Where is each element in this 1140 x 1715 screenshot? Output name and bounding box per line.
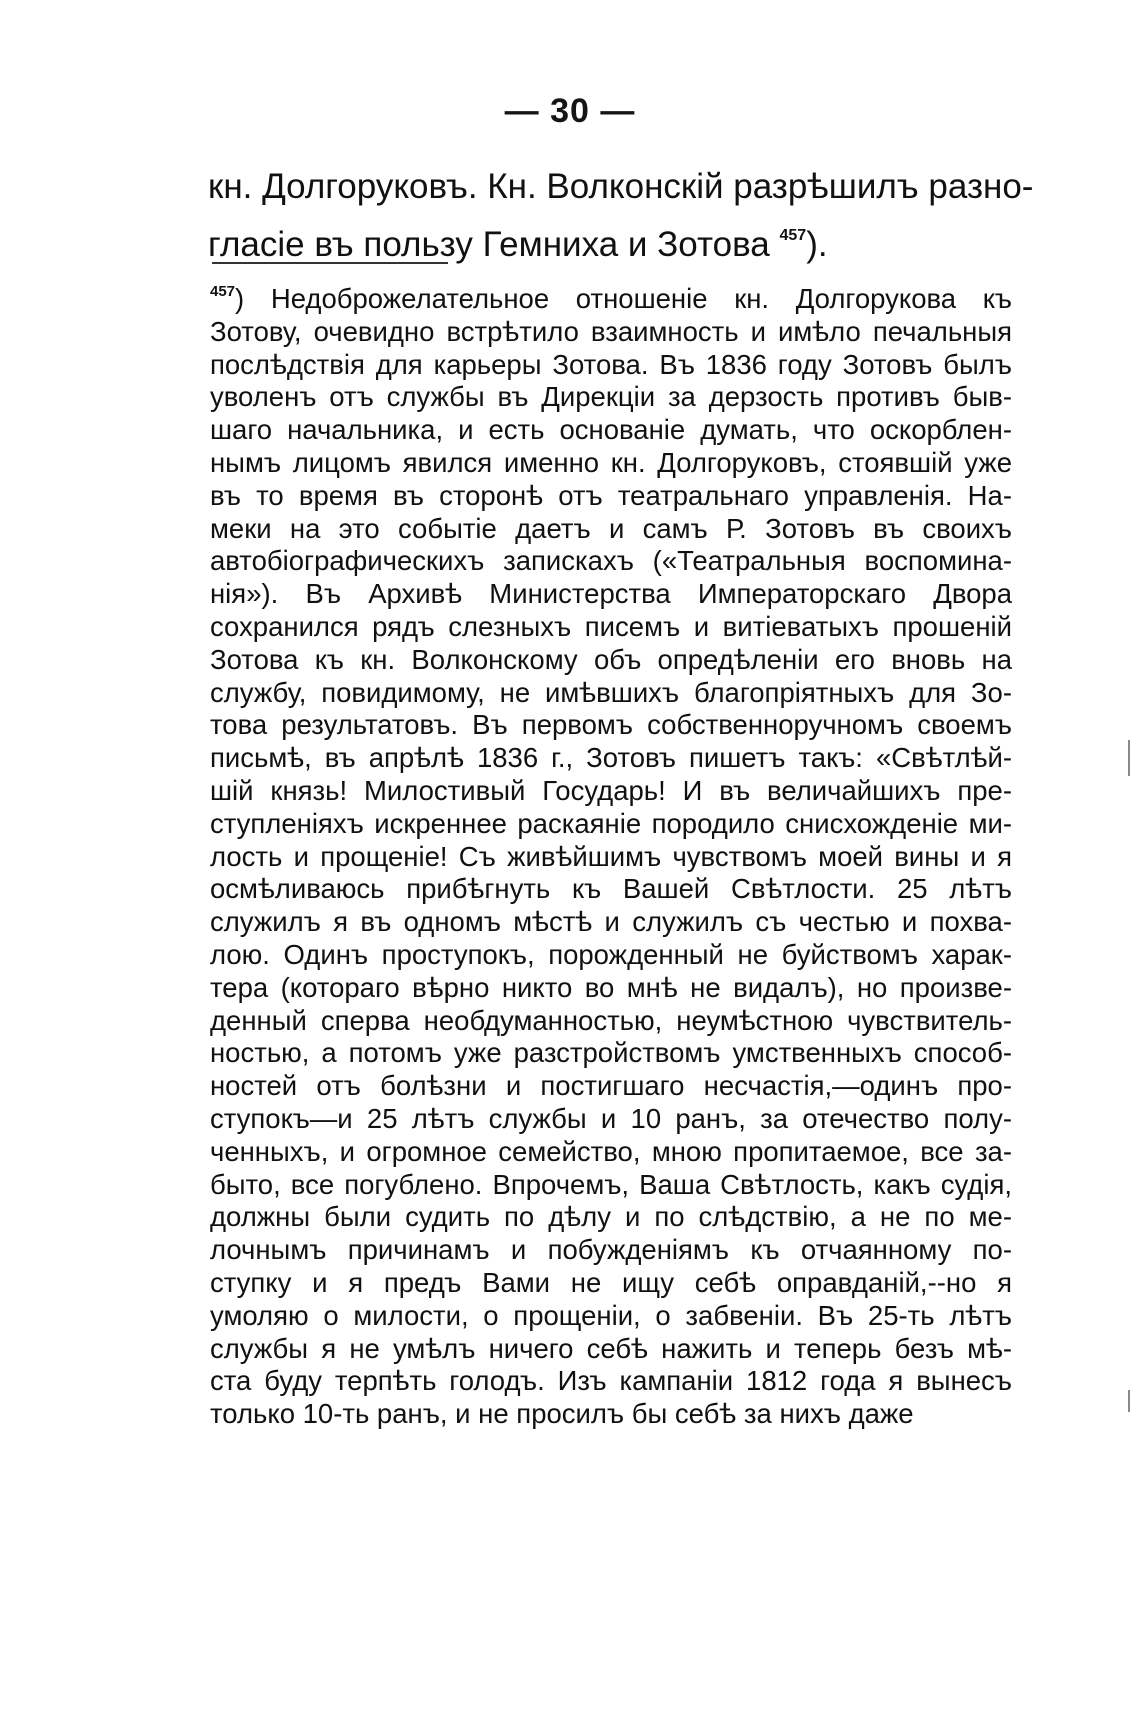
footnote-line: лость и прощеніе! Съ живѣйшимъ чувствомъ моей вины и я	[210, 840, 1012, 872]
main-text-closing: ).	[806, 225, 828, 264]
footnote-block	[210, 276, 1012, 1431]
footnote-line-text: ) Недоброжелательное отношеніе кн. Долгорукова къ	[235, 283, 1012, 314]
footnote-line: въ то время въ сторонѣ отъ театральнаго управленія. На-	[210, 479, 1012, 511]
page-number: — 30 —	[504, 92, 636, 130]
footnote-line: умоляю о милости, о прощеніи, о забвеніи. Въ 25-ть лѣтъ	[210, 1299, 1012, 1331]
scan-edge-mark	[1128, 740, 1130, 776]
footnote-line: службы я не умѣлъ ничего себѣ нажить и теперь безъ мѣ-	[210, 1332, 1012, 1364]
footnote-line: сохранился рядъ слезныхъ писемъ и витіеватыхъ прошеній	[210, 610, 1012, 642]
footnote-line: шаго начальника, и есть основаніе думать, что оскорблен-	[210, 414, 1012, 446]
footnote-line: лочнымъ причинамъ и побужденіямъ къ отчаянному по-	[210, 1234, 1012, 1266]
footnote-line: Зотову, очевидно встрѣтило взаимность и имѣло печальныя	[210, 315, 1012, 347]
footnote-line: нія»). Въ Архивѣ Министерства Императорскаго Двора	[210, 578, 1012, 610]
footnote-line: должны были судить по дѣлу и по слѣдствію, а не по ме-	[210, 1201, 1012, 1233]
footnote-line: послѣдствія для карьеры Зотова. Въ 1836 году Зотовъ былъ	[210, 348, 1012, 380]
footnote-line: ченныхъ, и огромное семейство, мною пропитаемое, все за-	[210, 1135, 1012, 1167]
footnote-line: лою. Одинъ проступокъ, порожденный не буйствомъ харак-	[210, 938, 1012, 970]
footnote-line: ступокъ—и 25 лѣтъ службы и 10 ранъ, за отечество полу-	[210, 1102, 1012, 1134]
footnote-line: служилъ я въ одномъ мѣстѣ и служилъ съ честью и похва-	[210, 906, 1012, 938]
footnote-line: това результатовъ. Въ первомъ собственноручномъ своемъ	[210, 709, 1012, 741]
main-text-line: гласіе въ пользу Гемниха и Зотова	[208, 225, 770, 264]
footnote-line: только 10-ть ранъ, и не просилъ бы себѣ за нихъ даже	[210, 1398, 914, 1430]
footnote-line: ностей отъ болѣзни и постигшаго несчастія,—одинъ про-	[210, 1070, 1012, 1102]
footnote-line: ностью, а потомъ уже разстройствомъ умственныхъ способ-	[210, 1037, 1012, 1069]
main-text-line-with-ref	[208, 211, 1008, 269]
footnote-line: ста буду терпѣть голодъ. Изъ кампаніи 1812 года я вынесъ	[210, 1365, 1012, 1397]
footnote-line: денный сперва необдуманностью, неумѣстною чувствитель-	[210, 1004, 1012, 1036]
footnote-line: ступку и я предъ Вами не ищу себѣ оправданій,--но я	[210, 1266, 1012, 1298]
footnote-line: уволенъ отъ службы въ Дирекціи за дерзость противъ быв-	[210, 381, 1012, 413]
footnote-line: нымъ лицомъ явился именно кн. Долгоруковъ, стоявшій уже	[210, 446, 1012, 478]
footnote-line: быто, все погублено. Впрочемъ, Ваша Свѣтлость, какъ судія,	[210, 1168, 1012, 1200]
footnote-line: тера (котораго вѣрно никто во мнѣ не видалъ), но произве-	[210, 971, 1012, 1003]
footnote-line	[210, 276, 1012, 316]
main-text-block	[208, 162, 1034, 269]
scan-edge-mark	[1128, 1390, 1130, 1412]
footnote-line: шій князь! Милостивый Государь! И въ величайшихъ пре-	[210, 774, 1012, 806]
footnote-line: осмѣливаюсь прибѣгнуть къ Вашей Свѣтлости. 25 лѣтъ	[210, 873, 1012, 905]
footnote-separator-rule	[212, 262, 448, 264]
main-text-line: кн. Долгоруковъ. Кн. Волконскій разрѣшилъ разно-	[208, 167, 1034, 206]
footnote-line: письмѣ, въ апрѣлѣ 1836 г., Зотовъ пишетъ такъ: «Свѣтлѣй-	[210, 742, 1012, 774]
footnote-marker: 457	[210, 283, 236, 300]
footnote-line: Зотова къ кн. Волконскому объ опредѣленіи его вновь на	[210, 643, 1012, 675]
footnote-reference[interactable]: 457	[779, 227, 807, 244]
footnote-line: службу, повидимому, не имѣвшихъ благопріятныхъ для Зо-	[210, 676, 1012, 708]
footnote-line: меки на это событіе даетъ и самъ Р. Зотовъ въ своихъ	[210, 512, 1012, 544]
footnote-line: автобіографическихъ запискахъ («Театральныя воспомина-	[210, 545, 1012, 577]
footnote-line: ступленіяхъ искреннее раскаяніе породило снисхожденіе ми-	[210, 807, 1012, 839]
